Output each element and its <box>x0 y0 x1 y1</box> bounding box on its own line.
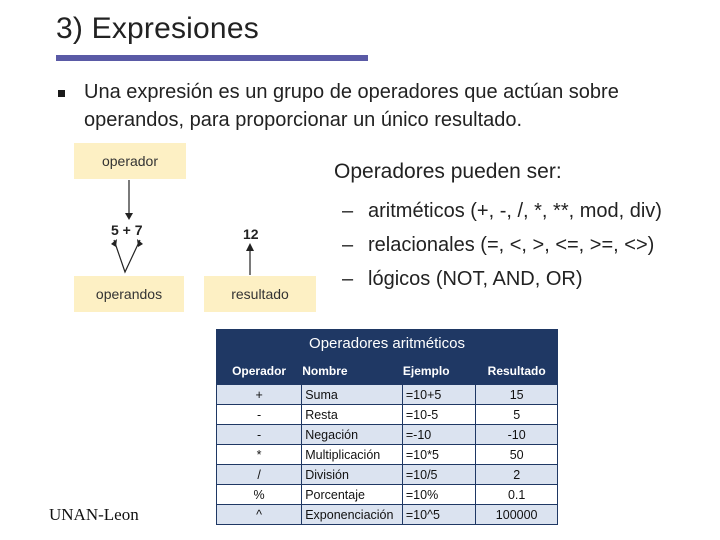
operators-table-grid <box>216 357 558 525</box>
table-row <box>217 385 558 405</box>
table-cell: 100000 <box>476 505 558 525</box>
column-header: Resultado <box>476 358 558 385</box>
table-cell: División <box>302 465 403 485</box>
table-cell: =10/5 <box>402 465 475 485</box>
table-cell: 50 <box>476 445 558 465</box>
operators-list <box>342 194 662 296</box>
table-row <box>217 505 558 525</box>
table-cell: - <box>217 405 302 425</box>
table-cell: -10 <box>476 425 558 445</box>
list-item: – lógicos (NOT, AND, OR) <box>342 268 583 290</box>
table-row <box>217 485 558 505</box>
table-header-row <box>217 358 558 385</box>
table-cell: =10-5 <box>402 405 475 425</box>
table-cell: 15 <box>476 385 558 405</box>
table-cell: % <box>217 485 302 505</box>
expression-label: 5 + 7 <box>111 222 143 238</box>
table-cell: Suma <box>302 385 403 405</box>
arithmetic-operators-table <box>216 329 558 524</box>
table-cell: Negación <box>302 425 403 445</box>
list-item: – relacionales (=, <, >, <=, >=, <>) <box>342 234 655 256</box>
result-value: 12 <box>243 226 259 242</box>
slide-title: 3) Expresiones <box>56 12 259 45</box>
list-item: – aritméticos (+, -, /, *, **, mod, div) <box>342 200 662 222</box>
down-arrow-head-icon <box>125 213 133 220</box>
up-arrow-head-icon <box>246 243 254 251</box>
table-cell: Porcentaje <box>302 485 403 505</box>
table-row <box>217 445 558 465</box>
table-cell: 2 <box>476 465 558 485</box>
table-cell: / <box>217 465 302 485</box>
table-cell: =10+5 <box>402 385 475 405</box>
table-cell: =-10 <box>402 425 475 445</box>
table-cell: * <box>217 445 302 465</box>
resultado-box: resultado <box>204 276 316 312</box>
table-row <box>217 465 558 485</box>
table-cell: ^ <box>217 505 302 525</box>
table-cell: + <box>217 385 302 405</box>
table-cell: 0.1 <box>476 485 558 505</box>
definition-text: Una expresión es un grupo de operadores que actúan sobre operandos, para proporcionar un único resultado. <box>84 81 619 131</box>
table-row <box>217 405 558 425</box>
footer-label: UNAN-Leon <box>49 505 139 524</box>
operand-v-lines <box>114 240 140 272</box>
table-title: Operadores aritméticos <box>309 335 465 352</box>
table-row <box>217 425 558 445</box>
operador-box: operador <box>74 143 186 179</box>
table-cell: =10^5 <box>402 505 475 525</box>
column-header: Operador <box>217 358 302 385</box>
column-header: Ejemplo <box>402 358 475 385</box>
table-cell: Exponenciación <box>302 505 403 525</box>
column-header: Nombre <box>302 358 403 385</box>
table-cell: Resta <box>302 405 403 425</box>
table-cell: - <box>217 425 302 445</box>
table-cell: Multiplicación <box>302 445 403 465</box>
table-cell: =10% <box>402 485 475 505</box>
table-cell: =10*5 <box>402 445 475 465</box>
operandos-box: operandos <box>74 276 184 312</box>
table-cell: 5 <box>476 405 558 425</box>
operators-heading: Operadores pueden ser: <box>334 160 562 183</box>
